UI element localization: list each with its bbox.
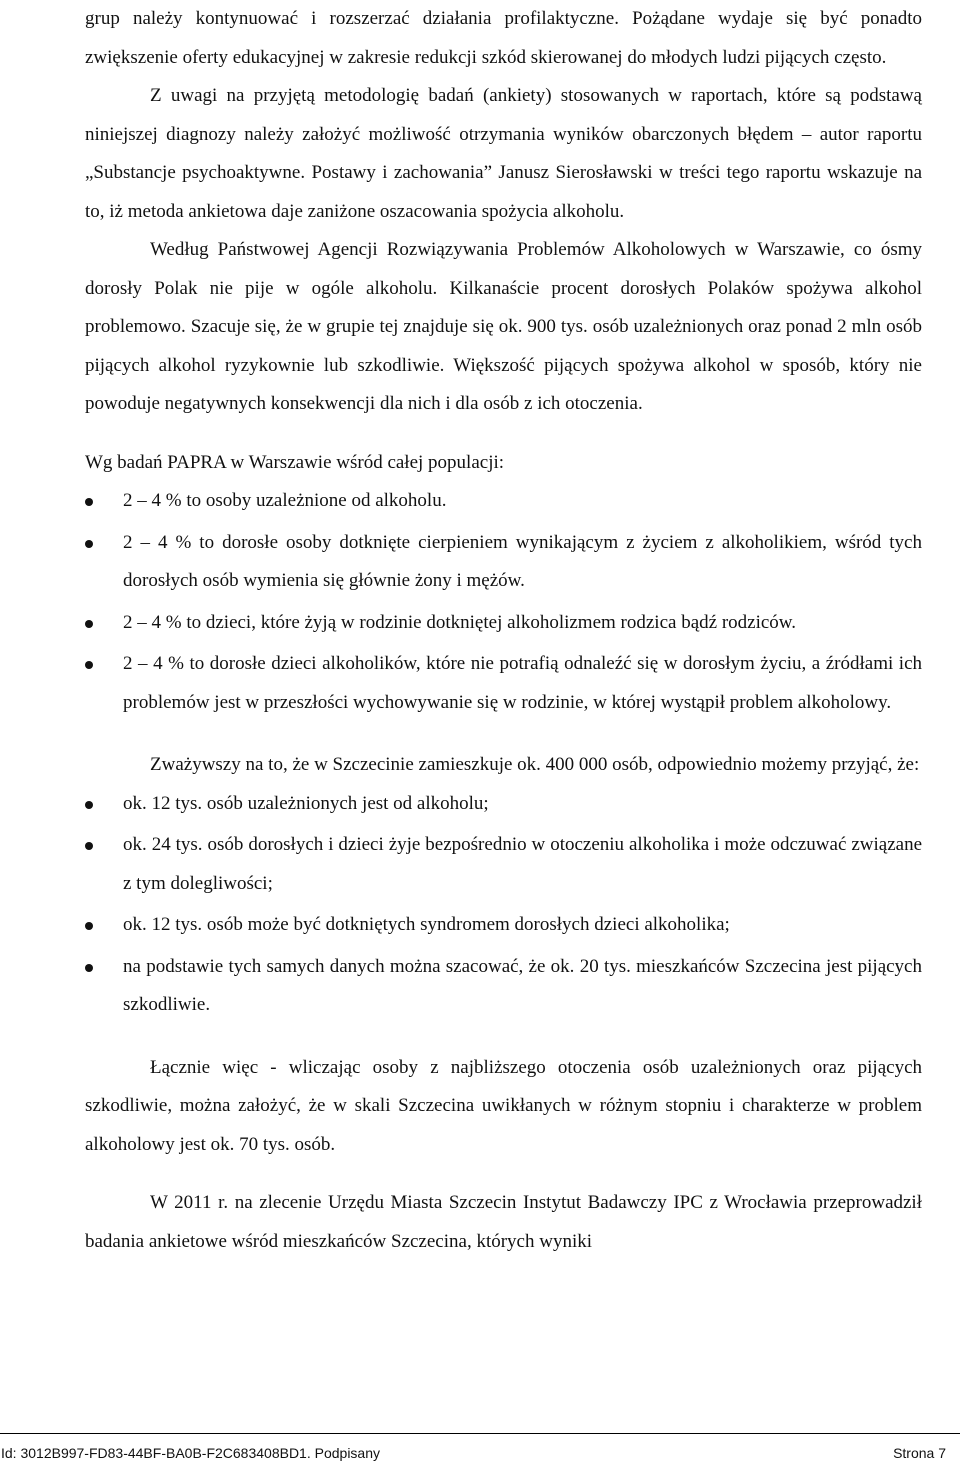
list-item-text: 2 – 4 % to dorosłe osoby dotknięte cierpieniem wynikającym z życiem z alkoholikiem, wśród tych dorosłych osób wymienia się głównie żony i mężów. bbox=[123, 531, 922, 591]
paragraph-parpa-statistics: Według Państwowej Agencji Rozwiązywania Problemów Alkoholowych w Warszawie, co ósmy dorosły Polak nie pije w ogóle alkoholu. Kilkanaście procent dorosłych Polaków spożywa alkohol problemowo. Szacuje się, że w grupie tej znajduje się ok. 900 tys. osób uzależnionych oraz ponad 2 mln osób pijących alkohol ryzykownie lub szkodliwie. Większość pijących spożywa alkohol w sposób, który nie powoduje negatywnych konsekwencji dla nich i dla osób z ich otoczenia. bbox=[85, 239, 922, 414]
list-item-text: ok. 12 tys. osób może być dotkniętych syndromem dorosłych dzieci alkoholika; bbox=[123, 914, 730, 935]
list-item bbox=[85, 645, 922, 722]
bullet-icon bbox=[85, 801, 93, 809]
paragraph-continuation: grup należy kontynuować i rozszerzać działania profilaktyczne. Pożądane wydaje się być ponadto zwiększenie oferty edukacyjnej w zakresie redukcji szkód skierowanej do młodych ludzi pijących często. bbox=[85, 8, 922, 68]
paragraph-papra-intro: Wg badań PAPRA w Warszawie wśród całej populacji: bbox=[85, 451, 505, 473]
page-footer bbox=[0, 1433, 960, 1464]
list-item bbox=[85, 948, 922, 1025]
paragraph-total-estimate: Łącznie więc - wliczając osoby z najbliższego otoczenia osób uzależnionych oraz pijących szkodliwie, można założyć, że w skali Szczecina uwikłanych w różnym stopniu i charakterze w problem alkoholowy jest ok. 70 tys. osób. bbox=[85, 1056, 922, 1155]
bullet-icon bbox=[85, 964, 93, 972]
page-number-label: Strona 7 bbox=[893, 1445, 946, 1461]
list-item-text: 2 – 4 % to dzieci, które żyją w rodzinie dotkniętej alkoholizmem rodzica bądź rodziców. bbox=[123, 611, 797, 633]
paragraph-methodology: Z uwagi na przyjętą metodologię badań (ankiety) stosowanych w raportach, które są podstawą niniejszej diagnozy należy założyć możliwość otrzymania wyników obarczonych błędem – autor raportu „Substancje psychoaktywne. Postawy i zachowania” Janusz Sierosławski w treści tego raportu wskazuje na to, iż metoda ankietowa daje zaniżone oszacowania spożycia alkoholu. bbox=[85, 85, 922, 222]
list-item-text: ok. 24 tys. osób dorosłych i dzieci żyje bezpośrednio w otoczeniu alkoholika i może odczuwać związane z tym dolegliwości; bbox=[123, 834, 922, 894]
list-item bbox=[85, 524, 922, 601]
list-item-text: 2 – 4 % to osoby uzależnione od alkoholu. bbox=[123, 490, 447, 511]
document-page bbox=[85, 0, 922, 1261]
papra-population-list bbox=[85, 482, 922, 722]
list-item bbox=[85, 604, 922, 643]
list-item bbox=[85, 826, 922, 903]
list-item-text: na podstawie tych samych danych można szacować, że ok. 20 tys. mieszkańców Szczecina jest pijących szkodliwie. bbox=[123, 955, 922, 1015]
bullet-icon bbox=[85, 922, 93, 930]
paragraph-ipc-survey: W 2011 r. na zlecenie Urzędu Miasta Szczecin Instytut Badawczy IPC z Wrocławia przeprowadził badania ankietowe wśród mieszkańców Szczecina, których wyniki bbox=[85, 1192, 922, 1252]
bullet-icon bbox=[85, 620, 93, 628]
bullet-icon bbox=[85, 661, 93, 669]
list-item-text: 2 – 4 % to dorosłe dzieci alkoholików, które nie potrafią odnaleźć się w dorosłym życiu, a źródłami ich problemów jest w przeszłości wychowywanie się w rodzinie, w której wystąpił problem alkoholowy. bbox=[123, 653, 922, 713]
list-item bbox=[85, 785, 922, 824]
list-item bbox=[85, 482, 922, 521]
bullet-icon bbox=[85, 842, 93, 850]
document-id-label: Id: 3012B997-FD83-44BF-BA0B-F2C683408BD1. Podpisany bbox=[1, 1445, 380, 1461]
bullet-icon bbox=[85, 540, 93, 548]
bullet-icon bbox=[85, 498, 93, 506]
list-item-text: ok. 12 tys. osób uzależnionych jest od alkoholu; bbox=[123, 792, 489, 814]
paragraph-szczecin-estimate: Zważywszy na to, że w Szczecinie zamieszkuje ok. 400 000 osób, odpowiednio możemy przyjąć, że: bbox=[150, 754, 920, 775]
szczecin-estimates-list bbox=[85, 785, 922, 1025]
list-item bbox=[85, 906, 922, 945]
